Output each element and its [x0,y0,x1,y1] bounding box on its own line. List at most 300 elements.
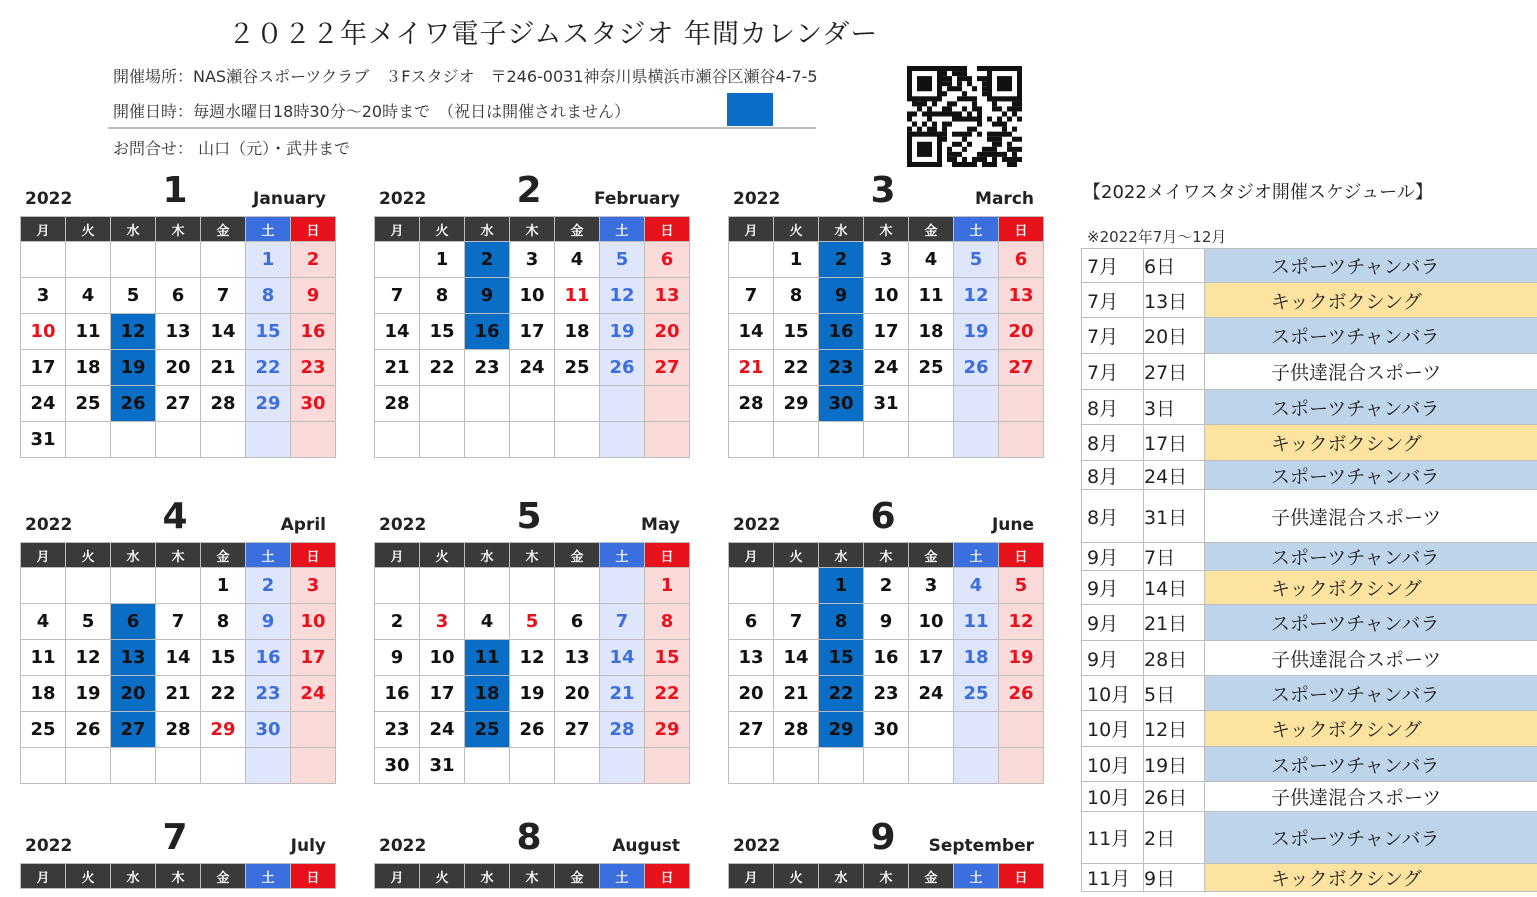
day-cell: 8 [645,604,690,640]
weekday-header: 金 [555,864,600,889]
day-cell: 9 [291,278,336,314]
day-cell [999,748,1044,784]
day-cell: 7 [774,604,819,640]
day-cell [999,422,1044,458]
day-cell: 13 [645,278,690,314]
schedule-month: 7月 [1082,318,1144,354]
day-cell: 5 [510,604,555,640]
day-cell: 26 [999,676,1044,712]
day-cell: 23 [375,712,420,748]
day-cell [729,422,774,458]
schedule-month: 10月 [1082,782,1144,812]
weekday-header: 金 [909,217,954,242]
day-cell: 27 [999,350,1044,386]
month-calendar [728,170,1038,458]
day-cell: 17 [21,350,66,386]
schedule-event: 子供達混合スポーツ [1205,641,1537,676]
weekday-header: 水 [465,543,510,568]
day-cell: 14 [774,640,819,676]
month-name: July [290,836,326,856]
day-cell: 18 [21,676,66,712]
day-cell: 4 [555,242,600,278]
schedule-day: 3日 [1144,390,1205,425]
day-cell: 21 [375,350,420,386]
day-cell: 28 [375,386,420,422]
schedule-event: スポーツチャンバラ [1205,543,1537,571]
schedule-row [1082,676,1537,711]
day-cell [111,422,156,458]
day-cell [510,748,555,784]
schedule-day: 31日 [1144,490,1205,543]
day-cell: 11 [909,278,954,314]
day-cell: 19 [66,676,111,712]
day-cell [420,568,465,604]
day-cell: 24 [291,676,336,712]
day-cell: 21 [201,350,246,386]
day-cell: 8 [246,278,291,314]
month-header [20,170,330,216]
day-cell: 17 [864,314,909,350]
day-cell: 6 [729,604,774,640]
day-cell: 6 [111,604,156,640]
day-cell: 23 [291,350,336,386]
day-cell: 4 [465,604,510,640]
day-cell: 27 [156,386,201,422]
day-cell: 26 [66,712,111,748]
day-cell: 1 [819,568,864,604]
day-cell [774,422,819,458]
weekday-header: 日 [999,864,1044,889]
day-cell: 28 [729,386,774,422]
day-cell [954,422,999,458]
divider [108,127,816,129]
day-cell [729,748,774,784]
day-cell: 19 [111,350,156,386]
day-cell: 8 [201,604,246,640]
day-cell [156,748,201,784]
day-cell: 15 [420,314,465,350]
day-cell: 17 [291,640,336,676]
day-cell: 3 [420,604,465,640]
schedule-day: 14日 [1144,571,1205,605]
day-cell: 11 [465,640,510,676]
month-table [374,863,690,889]
day-cell: 10 [291,604,336,640]
schedule-event: スポーツチャンバラ [1205,318,1537,354]
day-cell [465,568,510,604]
day-cell: 18 [465,676,510,712]
schedule-month: 9月 [1082,605,1144,641]
month-name: June [991,515,1034,535]
day-cell [999,386,1044,422]
schedule-month: 9月 [1082,543,1144,571]
weekday-header: 火 [66,864,111,889]
day-cell: 27 [555,712,600,748]
month-year: 2022 [379,836,427,856]
day-cell: 14 [729,314,774,350]
day-cell: 11 [954,604,999,640]
day-cell: 1 [645,568,690,604]
day-cell: 10 [909,604,954,640]
weekday-header: 金 [201,543,246,568]
weekday-header: 火 [66,543,111,568]
weekday-header: 金 [201,864,246,889]
day-cell [465,748,510,784]
day-cell: 16 [864,640,909,676]
day-cell: 28 [201,386,246,422]
day-cell: 10 [864,278,909,314]
day-cell: 13 [999,278,1044,314]
schedule-event: キックボクシング [1205,864,1537,892]
day-cell: 7 [729,278,774,314]
day-cell: 29 [645,712,690,748]
day-cell: 15 [774,314,819,350]
weekday-header: 木 [156,543,201,568]
day-cell: 8 [819,604,864,640]
day-cell: 12 [999,604,1044,640]
day-cell: 26 [111,386,156,422]
day-cell [111,568,156,604]
venue-text: 開催場所：NAS瀬谷スポーツクラブ ３Fスタジオ 〒246-0031神奈川県横浜市瀬谷区瀬谷4-7-5 [113,67,818,86]
day-cell [909,422,954,458]
day-cell [645,748,690,784]
schedule-event: キックボクシング [1205,425,1537,461]
day-cell: 6 [645,242,690,278]
schedule-day: 6日 [1144,249,1205,283]
month-table [20,216,336,458]
weekday-header: 水 [819,543,864,568]
day-cell: 16 [246,640,291,676]
day-cell: 21 [600,676,645,712]
month-year: 2022 [733,836,781,856]
schedule-month: 8月 [1082,461,1144,490]
schedule-day: 24日 [1144,461,1205,490]
day-cell [21,568,66,604]
schedule-month: 9月 [1082,571,1144,605]
day-cell [729,242,774,278]
month-header [20,496,330,542]
weekday-header: 水 [111,217,156,242]
month-table [728,542,1044,784]
day-cell [465,422,510,458]
weekday-header: 土 [246,543,291,568]
day-cell [819,748,864,784]
schedule-event: スポーツチャンバラ [1205,812,1537,864]
day-cell: 18 [909,314,954,350]
weekday-header: 土 [246,864,291,889]
day-cell [510,568,555,604]
month-name: August [612,836,680,856]
day-cell: 14 [375,314,420,350]
day-cell: 28 [774,712,819,748]
day-cell [465,386,510,422]
schedule-day: 17日 [1144,425,1205,461]
day-cell [246,422,291,458]
day-cell [600,386,645,422]
day-cell [600,568,645,604]
schedule-month: 10月 [1082,676,1144,711]
day-cell: 7 [156,604,201,640]
weekday-header: 木 [510,217,555,242]
schedule-event: 子供達混合スポーツ [1205,782,1537,812]
day-cell [555,568,600,604]
weekday-header: 月 [21,543,66,568]
day-cell: 30 [375,748,420,784]
day-cell: 9 [246,604,291,640]
day-cell: 23 [864,676,909,712]
month-name: April [280,515,326,535]
day-cell: 8 [420,278,465,314]
schedule-event: スポーツチャンバラ [1205,390,1537,425]
schedule-day: 27日 [1144,354,1205,390]
schedule-event: スポーツチャンバラ [1205,605,1537,641]
day-cell: 13 [729,640,774,676]
day-cell [66,242,111,278]
month-year: 2022 [379,189,427,209]
datetime-text: 開催日時：毎週水曜日18時30分～20時まで （祝日は開催されません） [113,102,631,121]
day-cell: 5 [111,278,156,314]
day-cell: 10 [21,314,66,350]
day-cell [864,748,909,784]
day-cell: 20 [999,314,1044,350]
day-cell: 2 [465,242,510,278]
day-cell: 24 [420,712,465,748]
day-cell: 3 [21,278,66,314]
day-cell: 2 [291,242,336,278]
month-number: 4 [162,496,188,537]
weekday-header: 日 [291,864,336,889]
weekday-header: 月 [375,543,420,568]
schedule-day: 13日 [1144,283,1205,318]
month-number: 8 [516,817,542,858]
month-table [20,542,336,784]
weekday-header: 土 [954,217,999,242]
day-cell: 6 [999,242,1044,278]
month-header [728,170,1038,216]
day-cell: 1 [246,242,291,278]
day-cell: 18 [66,350,111,386]
weekday-header: 土 [954,864,999,889]
day-cell: 25 [555,350,600,386]
month-header [728,496,1038,542]
day-cell: 16 [465,314,510,350]
day-cell: 22 [420,350,465,386]
day-cell: 26 [954,350,999,386]
day-cell: 31 [21,422,66,458]
weekday-header: 土 [600,217,645,242]
day-cell: 24 [909,676,954,712]
day-cell: 5 [66,604,111,640]
qr-code-icon[interactable] [907,66,1022,167]
contact-text: お問合せ： 山口（元）・武井まで [113,139,351,158]
weekday-header: 土 [954,543,999,568]
month-number: 6 [870,496,896,537]
day-cell: 1 [774,242,819,278]
day-cell: 2 [864,568,909,604]
schedule-day: 28日 [1144,641,1205,676]
schedule-row [1082,390,1537,425]
day-cell [600,422,645,458]
day-cell: 10 [420,640,465,676]
day-cell [21,242,66,278]
day-cell: 25 [954,676,999,712]
month-header [728,817,1038,863]
weekday-header: 水 [111,864,156,889]
weekday-header: 月 [21,864,66,889]
weekday-header: 木 [510,864,555,889]
day-cell: 14 [201,314,246,350]
month-table [728,216,1044,458]
day-cell: 3 [291,568,336,604]
day-cell: 18 [954,640,999,676]
day-cell: 21 [774,676,819,712]
day-cell: 22 [246,350,291,386]
weekday-header: 金 [201,217,246,242]
day-cell: 7 [600,604,645,640]
day-cell [156,422,201,458]
day-cell [909,386,954,422]
day-cell: 1 [420,242,465,278]
page-title: ２０２２年メイワ電子ジムスタジオ 年間カレンダー [228,19,879,50]
schedule-day: 19日 [1144,747,1205,782]
day-cell: 11 [21,640,66,676]
month-table [374,216,690,458]
weekday-header: 木 [864,543,909,568]
weekday-header: 木 [156,864,201,889]
day-cell [729,568,774,604]
day-cell: 21 [729,350,774,386]
day-cell: 14 [600,640,645,676]
weekday-header: 月 [375,864,420,889]
day-cell [819,422,864,458]
month-name: March [975,189,1034,209]
day-cell: 12 [510,640,555,676]
day-cell [999,712,1044,748]
schedule-row [1082,354,1537,390]
schedule-title: 【2022メイワスタジオ開催スケジュール】 [1083,182,1433,203]
month-number: 7 [162,817,188,858]
day-cell: 15 [819,640,864,676]
day-cell: 2 [246,568,291,604]
day-cell: 29 [774,386,819,422]
weekday-header: 月 [729,543,774,568]
day-cell: 3 [510,242,555,278]
day-cell [954,748,999,784]
month-year: 2022 [25,189,73,209]
day-cell [66,568,111,604]
month-table [728,863,1044,889]
day-cell: 1 [201,568,246,604]
weekday-header: 火 [420,864,465,889]
day-cell: 24 [21,386,66,422]
day-cell: 25 [909,350,954,386]
schedule-day: 7日 [1144,543,1205,571]
day-cell [111,748,156,784]
weekday-header: 火 [66,217,111,242]
day-cell: 26 [510,712,555,748]
day-cell: 23 [465,350,510,386]
weekday-header: 金 [909,864,954,889]
day-cell: 20 [645,314,690,350]
day-cell [555,422,600,458]
month-year: 2022 [733,515,781,535]
month-header [374,496,684,542]
day-cell: 15 [246,314,291,350]
day-cell: 25 [465,712,510,748]
schedule-row [1082,782,1537,812]
day-cell: 3 [864,242,909,278]
day-cell [555,748,600,784]
day-cell: 20 [729,676,774,712]
day-cell: 18 [555,314,600,350]
schedule-day: 26日 [1144,782,1205,812]
day-cell: 9 [819,278,864,314]
day-cell: 13 [555,640,600,676]
weekday-header: 月 [21,217,66,242]
schedule-event: スポーツチャンバラ [1205,249,1537,283]
weekday-header: 日 [999,217,1044,242]
day-cell: 20 [111,676,156,712]
day-cell: 20 [156,350,201,386]
day-cell: 7 [201,278,246,314]
month-calendar [20,496,330,784]
schedule-row [1082,864,1537,892]
day-cell: 25 [66,386,111,422]
day-cell [600,748,645,784]
weekday-header: 火 [420,543,465,568]
day-cell [201,748,246,784]
schedule-row [1082,249,1537,283]
day-cell: 28 [600,712,645,748]
schedule-row [1082,425,1537,461]
day-cell: 12 [600,278,645,314]
day-cell: 29 [246,386,291,422]
schedule-day: 9日 [1144,864,1205,892]
schedule-row [1082,812,1537,864]
weekday-header: 日 [645,543,690,568]
weekday-header: 火 [420,217,465,242]
day-cell: 29 [819,712,864,748]
day-cell: 22 [645,676,690,712]
month-calendar [374,817,684,889]
schedule-month: 11月 [1082,864,1144,892]
day-cell: 26 [600,350,645,386]
day-cell: 6 [156,278,201,314]
month-calendar [20,170,330,458]
day-cell: 31 [420,748,465,784]
day-cell: 22 [201,676,246,712]
day-cell: 29 [201,712,246,748]
day-cell: 30 [819,386,864,422]
day-cell: 13 [111,640,156,676]
day-cell: 27 [645,350,690,386]
schedule-month: 11月 [1082,812,1144,864]
day-cell: 22 [819,676,864,712]
month-calendar [374,496,684,784]
day-cell: 16 [819,314,864,350]
day-cell [555,386,600,422]
day-cell: 19 [510,676,555,712]
day-cell: 16 [291,314,336,350]
day-cell: 30 [246,712,291,748]
weekday-header: 日 [645,864,690,889]
day-cell [291,422,336,458]
day-cell [774,748,819,784]
schedule-event: スポーツチャンバラ [1205,747,1537,782]
month-year: 2022 [25,836,73,856]
day-cell [156,568,201,604]
month-number: 3 [870,170,896,211]
